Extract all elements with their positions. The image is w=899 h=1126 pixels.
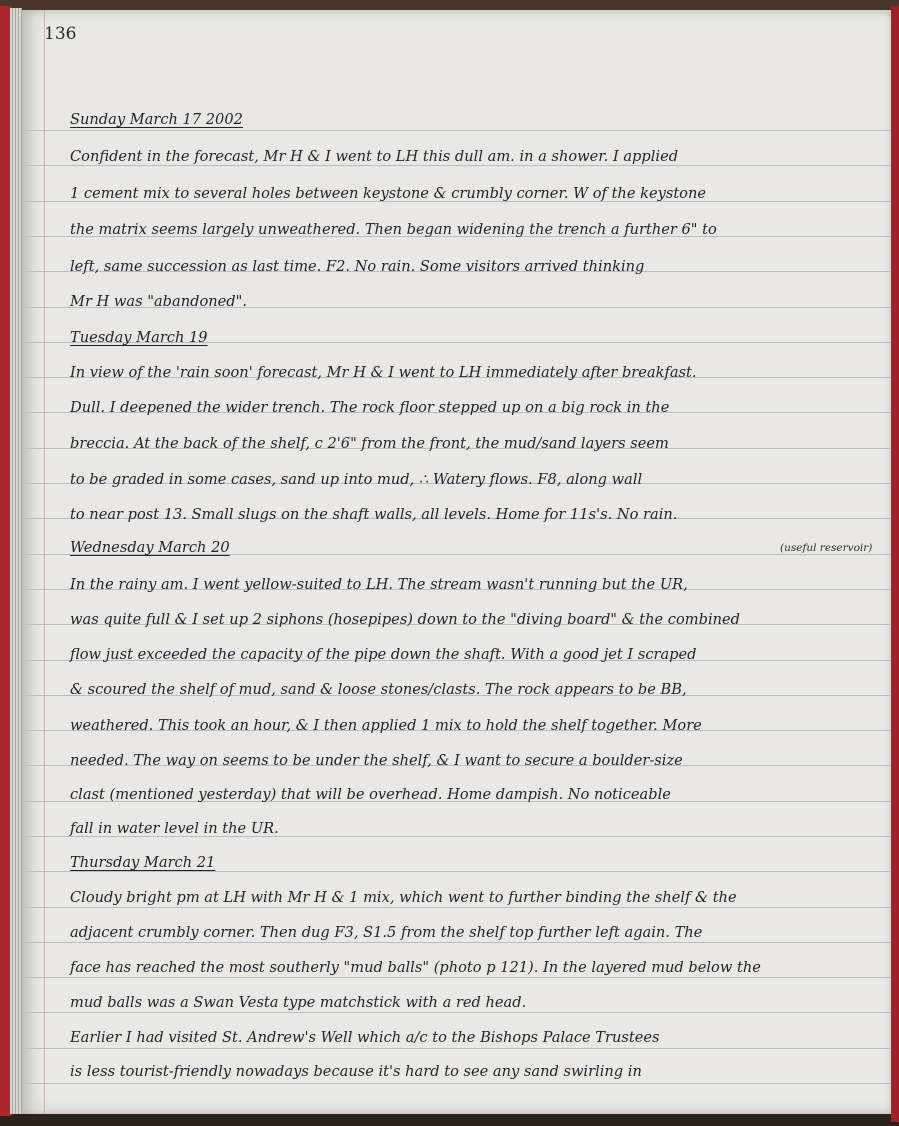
entry-line: adjacent crumbly corner. Then dug F3, S1.5 from the shelf top further left again. The [70, 924, 703, 941]
entry-line: Earlier I had visited St. Andrew's Well which a/c to the Bishops Palace Trustees [70, 1029, 660, 1046]
entry-line: was quite full & I set up 2 siphons (hosepipes) down to the "diving board" & the combined [70, 611, 740, 628]
entry-line: Mr H was "abandoned". [70, 293, 247, 310]
margin-note: (useful reservoir) [780, 542, 873, 554]
page-stack-edge [10, 8, 22, 1114]
entry-line: flow just exceeded the capacity of the pipe down the shaft. With a good jet I scraped [70, 646, 697, 663]
entry-line: to near post 13. Small slugs on the shaft walls, all levels. Home for 11s's. No rain. [70, 506, 678, 523]
entry-line: mud balls was a Swan Vesta type matchstick with a red head. [70, 994, 527, 1011]
entry-line: the matrix seems largely unweathered. Then began widening the trench a further 6" to [70, 221, 717, 238]
page-number: 136 [44, 24, 77, 44]
entry-heading-tuesday: Tuesday March 19 [70, 329, 208, 346]
margin-line [44, 10, 45, 1114]
entry-line: needed. The way on seems to be under the shelf, & I want to secure a boulder-size [70, 752, 683, 769]
entry-line: left, same succession as last time. F2. No rain. Some visitors arrived thinking [70, 258, 645, 275]
entry-line: to be graded in some cases, sand up into mud, ∴ Watery flows. F8, along wall [70, 471, 643, 488]
entry-heading-wednesday: Wednesday March 20 [70, 539, 230, 556]
notebook-page [22, 10, 891, 1114]
entry-line: Confident in the forecast, Mr H & I went to LH this dull am. in a shower. I applied [70, 148, 679, 165]
entry-line: In view of the 'rain soon' forecast, Mr H & I went to LH immediately after breakfast. [70, 364, 697, 381]
entry-line: fall in water level in the UR. [70, 820, 279, 837]
entry-line: clast (mentioned yesterday) that will be overhead. Home dampish. No noticeable [70, 786, 671, 803]
entry-line: Cloudy bright pm at LH with Mr H & 1 mix, which went to further binding the shelf & the [70, 889, 737, 906]
ruled-line [22, 1083, 891, 1084]
entry-line: 1 cement mix to several holes between keystone & crumbly corner. W of the keystone [70, 185, 707, 202]
entry-line: & scoured the shelf of mud, sand & loose stones/clasts. The rock appears to be BB, [70, 681, 687, 698]
entry-line: In the rainy am. I went yellow-suited to LH. The stream wasn't running but the UR, [70, 576, 688, 593]
ruled-lines [22, 10, 891, 1114]
entry-heading-sunday: Sunday March 17 2002 [70, 111, 243, 128]
entry-line: breccia. At the back of the shelf, c 2'6" from the front, the mud/sand layers seem [70, 435, 669, 452]
ruled-line [22, 1048, 891, 1049]
entry-line: Dull. I deepened the wider trench. The rock floor stepped up on a big rock in the [70, 399, 670, 416]
entry-line: weathered. This took an hour, & I then applied 1 mix to hold the shelf together. More [70, 717, 702, 734]
notebook-cover-right [891, 6, 899, 1122]
entry-line: face has reached the most southerly "mud balls" (photo p 121). In the layered mud below the [70, 959, 761, 976]
ruled-line [22, 130, 891, 131]
entry-heading-thursday: Thursday March 21 [70, 854, 216, 871]
entry-line: is less tourist-friendly nowadays because it's hard to see any sand swirling in [70, 1063, 642, 1080]
